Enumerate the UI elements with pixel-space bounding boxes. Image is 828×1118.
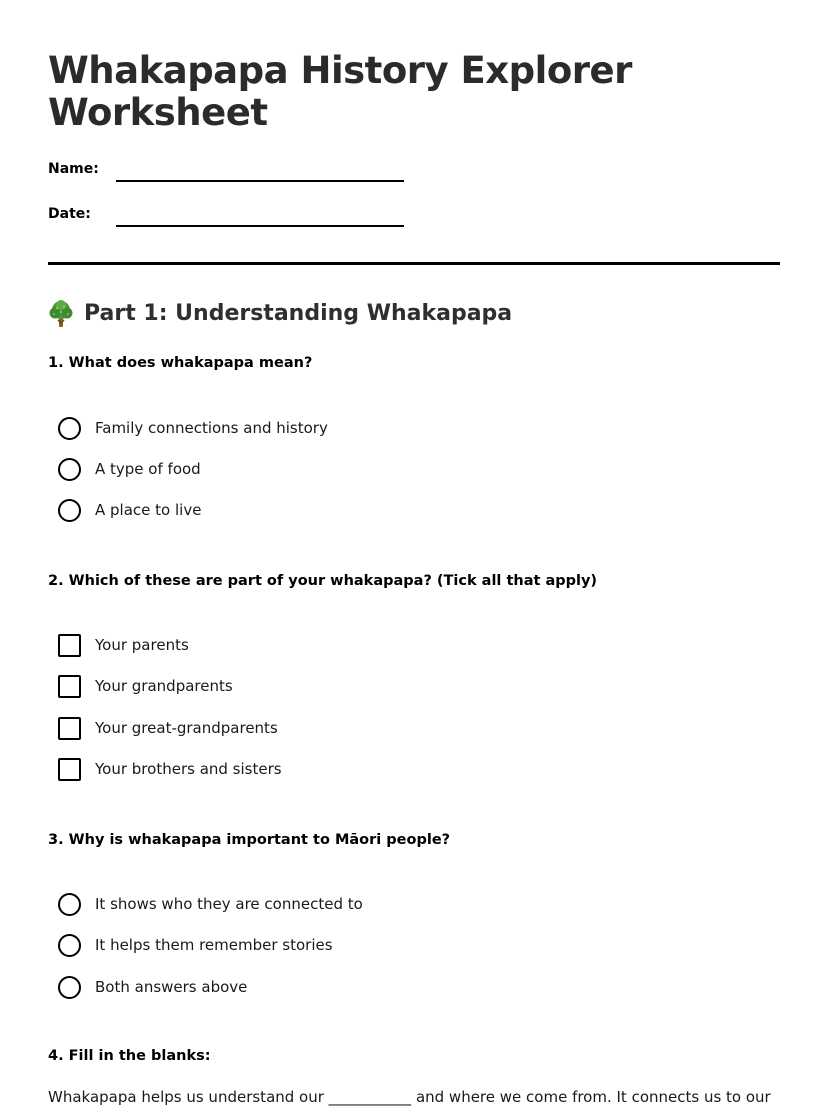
fill-in-paragraph: Whakapapa helps us understand our ___________ and where we come from. It connects us to our (48, 1088, 771, 1106)
name-label: Name: (48, 161, 99, 177)
question-3: 3. Why is whakapapa important to Māori people? (48, 832, 451, 848)
checkbox[interactable] (58, 717, 81, 740)
option-label: It shows who they are connected to (95, 895, 363, 913)
date-field-row (48, 205, 408, 235)
q1-option-2[interactable] (58, 456, 201, 482)
section-divider (48, 262, 780, 265)
checkbox[interactable] (58, 675, 81, 698)
option-label: Family connections and history (95, 419, 328, 437)
q3-option-2[interactable] (58, 932, 333, 958)
page-title: Whakapapa History Explorer Worksheet (48, 49, 632, 134)
name-field[interactable] (116, 180, 404, 182)
option-label: It helps them remember stories (95, 936, 333, 954)
radio-button[interactable] (58, 458, 81, 481)
question-2: 2. Which of these are part of your whakapapa? (Tick all that apply) (48, 573, 598, 589)
q1-option-1[interactable] (58, 415, 328, 441)
radio-button[interactable] (58, 893, 81, 916)
q2-option-1[interactable] (58, 632, 189, 658)
tree-icon (48, 300, 74, 328)
radio-button[interactable] (58, 417, 81, 440)
checkbox[interactable] (58, 758, 81, 781)
option-label: Your great-grandparents (95, 719, 278, 737)
section-heading-part-1 (48, 300, 512, 328)
question-4: 4. Fill in the blanks: (48, 1048, 211, 1064)
date-label: Date: (48, 206, 91, 222)
q1-option-3[interactable] (58, 497, 201, 523)
option-label: Your brothers and sisters (95, 760, 282, 778)
q2-option-4[interactable] (58, 756, 282, 782)
date-field[interactable] (116, 225, 404, 227)
radio-button[interactable] (58, 499, 81, 522)
question-1: 1. What does whakapapa mean? (48, 355, 313, 371)
option-label: Both answers above (95, 978, 248, 996)
checkbox[interactable] (58, 634, 81, 657)
name-field-row (48, 160, 408, 190)
q2-option-2[interactable] (58, 673, 233, 699)
q2-option-3[interactable] (58, 715, 278, 741)
radio-button[interactable] (58, 976, 81, 999)
option-label: A type of food (95, 460, 201, 478)
option-label: A place to live (95, 501, 202, 519)
radio-button[interactable] (58, 934, 81, 957)
q3-option-1[interactable] (58, 891, 363, 917)
option-label: Your parents (95, 636, 189, 654)
option-label: Your grandparents (95, 677, 233, 695)
section-heading-text: Part 1: Understanding Whakapapa (84, 301, 513, 326)
q3-option-3[interactable] (58, 974, 247, 1000)
